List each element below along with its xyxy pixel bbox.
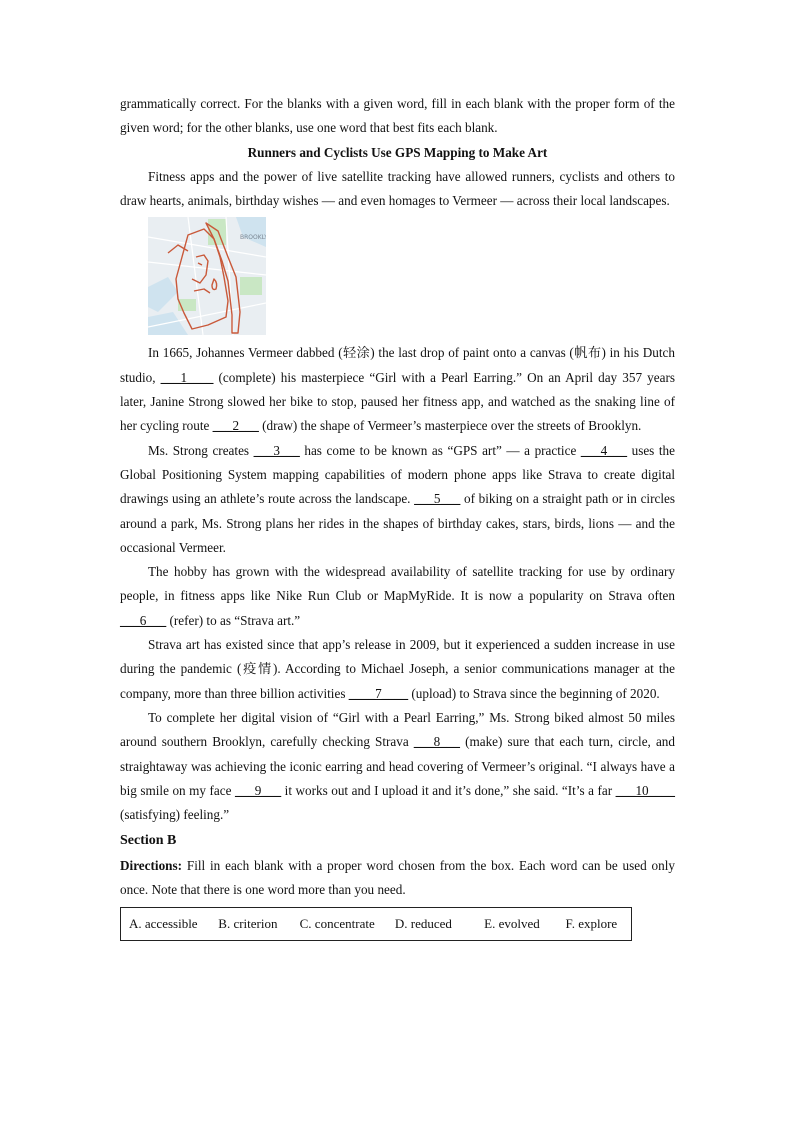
blank-8[interactable]: ___8___ xyxy=(413,734,460,750)
article-title: Runners and Cyclists Use GPS Mapping to Make Art xyxy=(247,144,548,160)
word-option-b: B. criterion xyxy=(218,916,278,932)
section-b-directions xyxy=(120,854,675,903)
word-option-d: D. reduced xyxy=(394,916,452,932)
intro-text: grammatically correct. For the blanks with a given word, fill in each blank with the proper form of the given word; for the other blanks, use one word that best fits each blank. xyxy=(120,96,675,136)
blank-1[interactable]: ___1____ xyxy=(160,369,214,385)
blank-9[interactable]: ___9___ xyxy=(234,782,282,798)
blank-5[interactable]: ___5___ xyxy=(414,491,461,507)
paragraph-2: In 1665, Johannes Vermeer dabbed (轻涂) the last drop of paint onto a canvas (帆布) in his Dutch studio, ___1____ (complete) his masterpiece “Girl with a Pearl Earring.” On an April day 357 years later, Janine Strong slowed her bike to stop, paused her fitness app, and watched as the snaking line of her cycling route ___2___ (draw) the shape of Vermeer’s masterpiece over the streets of Brooklyn. xyxy=(120,345,675,434)
paragraph-1: Fitness apps and the power of live satellite tracking have allowed runners, cyclists and others to draw hearts, animals, birthday wishes — and even homages to Vermeer — across their local landscapes. xyxy=(120,168,675,209)
word-option-a: A. accessible xyxy=(129,916,198,932)
paragraph-3: Ms. Strong creates ___3___ has come to be known as “GPS art” — a practice ___4___ uses the Global Positioning System mapping capabilities of modern phone apps like Strava to create digital drawings using an athlete’s route across the landscape. ___5___ of biking on a straight path or in circles around a park, Ms. Strong plans her rides in the shapes of birthday cakes, stars, birds, lions — and the occasional Vermeer. xyxy=(120,442,675,555)
section-b-heading: Section B xyxy=(120,833,177,849)
map-svg xyxy=(148,217,266,335)
word-option-f: F. explore xyxy=(565,916,618,932)
blank-10[interactable]: ___10____ xyxy=(615,782,676,798)
word-option-e: E. evolved xyxy=(484,916,540,932)
map-place-label: BROOKLY xyxy=(240,234,266,242)
gps-art-map-image xyxy=(148,217,266,335)
word-bank-box xyxy=(120,907,632,941)
paragraph-5: Strava art has existed since that app’s release in 2009, but it experienced a sudden increase in use during the pandemic (疫情). According to Michael Joseph, a senior communications manager at the company, more than three billion activities ____7____ (upload) to Strava since the beginning of 2020. xyxy=(120,637,675,701)
blank-7[interactable]: ____7____ xyxy=(348,685,409,701)
paragraph-4: The hobby has grown with the widespread availability of satellite tracking for use by ordinary people, in fitness apps like Nike Run Club or MapMyRide. It is now a popularity on Strava often ___6___ (refer) to as “Strava art.” xyxy=(120,564,675,628)
blank-3[interactable]: ___3___ xyxy=(253,442,300,458)
blank-6[interactable]: ___6___ xyxy=(120,612,167,628)
blank-4[interactable]: ___4___ xyxy=(580,442,628,458)
paragraph-6: To complete her digital vision of “Girl with a Pearl Earring,” Ms. Strong biked almost 50 miles around southern Brooklyn, carefully checking Strava ___8___ (make) sure that each turn, circle, and straightaway was achieving the iconic earring and head covering of Vermeer’s original. “I always have a big smile on my face ___9___ it works out and I upload it and it’s done,” she said. “It’s a far ___10____ (satisfying) feeling.” xyxy=(120,709,676,823)
word-option-c: C. concentrate xyxy=(299,916,375,932)
directions-label: Directions: xyxy=(120,857,183,873)
worksheet-page xyxy=(120,92,675,941)
directions-text: Fill in each blank with a proper word chosen from the box. Each word can be used only once. Note that there is one word more than you need. xyxy=(120,857,675,898)
blank-2[interactable]: ___2___ xyxy=(212,418,259,434)
